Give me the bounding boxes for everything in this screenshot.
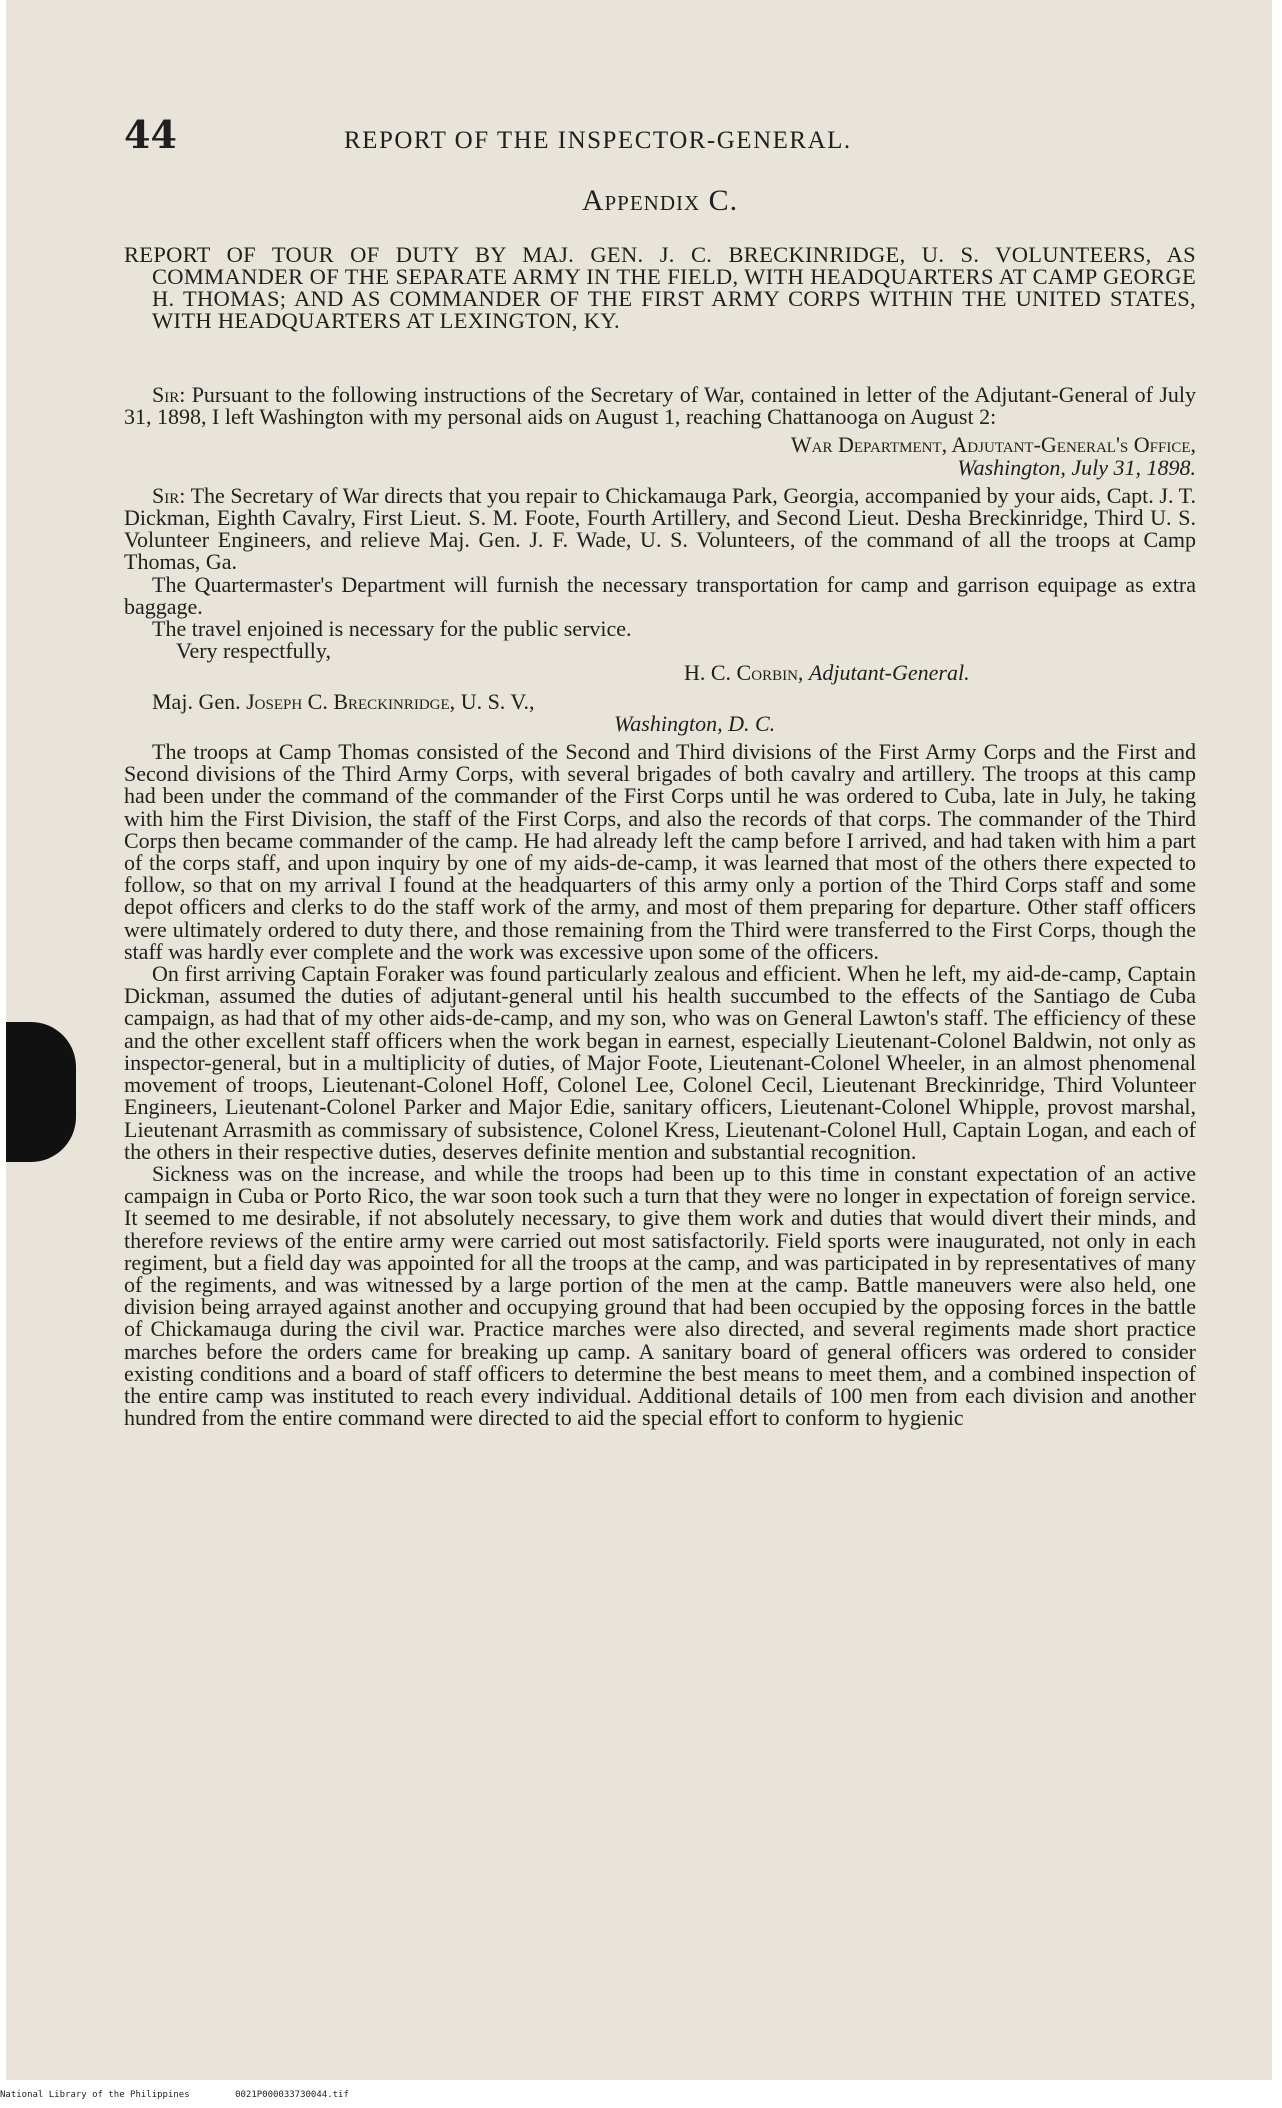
body-paragraph-3: Sickness was on the increase, and while the troops had been up to this time in constant expectation of an active campaign in Cuba or Porto Rico, the war soon took such a turn that they were no longer in expectation of foreign service. It seemed to me desirable, if not absolutely necessary, to give them work and duties that would divert their minds, and therefore reviews of the entire army were carried out most satisfactorily. Field sports were inaugurated, not only in each regiment, but a field day was appointed for all the troops at the camp, and was participated in by representatives of many of the regiments, and was witnessed by a large portion of the men at the camp. Battle maneuvers were also held, one division being arrayed against another and occupying ground that had been occupied by the opposing forces in the battle of Chickamauga during the civil war. Practice marches were also directed, and several regiments made short practice marches before the orders came for breaking up camp. A sanitary board of general officers was ordered to consider existing conditions and a board of staff officers to determine the best means to meet them, and a combined inspection of the entire camp was instituted to reach every individual. Additional details of 100 men from each division and another hundred from the entire command were directed to aid the special effort to conform to hygienic [124,1160,1196,1431]
document-page [6,0,1272,2080]
body-paragraph-2: On first arriving Captain Foraker was found particularly zealous and efficient. When he left, my aid-de-camp, Captain Dickman, assumed the duties of adjutant-general until his health succumbed to the effects of the Santiago de Cuba campaign, as had that of my other aids-de-camp, and my son, who was on General Lawton's staff. The efficiency of these and the other excellent staff officers when the work began in earnest, especially Lieutenant-Colonel Baldwin, not only as inspector-general, but in a multiplicity of duties, of Major Foote, Lieutenant-Colonel Wheeler, in an almost phenomenal movement of troops, Lieutenant-Colonel Hoff, Colonel Lee, Colonel Cecil, Lieutenant Breckinridge, Third Volunteer Engineers, Lieutenant-Colonel Parker and Major Edie, sanitary officers, Lieutenant-Colonel Whipple, provost marshal, Lieutenant Arrasmith as commissary of subsistence, Colonel Kress, Lieutenant-Colonel Hull, Captain Logan, and each of the others in their respective duties, deserves definite mention and substantial recognition. [124,961,1196,1164]
report-title-text: REPORT OF TOUR OF DUTY BY MAJ. GEN. J. C. BRECKINRIDGE, U. S. VOLUNTEERS, AS COMMANDER OF THE SEPARATE ARMY IN THE FIELD, WITH HEADQUARTERS AT CAMP GEORGE H. THOMAS; AND AS COMMANDER OF THE FIRST ARMY CORPS WITHIN THE UNITED STATES, WITH HEADQUARTERS AT LEXINGTON, KY. [124,242,1196,333]
body-paragraph-1: The troops at Camp Thomas consisted of the Second and Third divisions of the First Army Corps and the First and Second divisions of the Third Army Corps, with several brigades of both cavalry and artillery. The troops at this camp had been under the command of the commander of the First Corps until he was ordered to Cuba, late in July, he taking with him the First Division, the staff of the First Corps, and also the records of that corps. The commander of the Third Corps then became commander of the camp. He had already left the camp before I arrived, and had taken with him a part of the corps staff, and upon inquiry by one of my aids-de-camp, it was learned that most of the others there expected to follow, so that on my arrival I found at the headquarters of this army only a portion of the Third Corps staff and some depot officers and clerks to do the staff work of the army, and most of them preparing for departure. Other staff officers were ultimately ordered to duty there, and those remaining from the Third were transferred to the First Corps, though the staff was hardly ever complete and the work was excessive upon some of the officers. [124,739,1196,964]
letter-salutation: Sir: [152,482,186,508]
binding-tab [6,1022,76,1162]
appendix-heading: Appendix C. [581,184,739,217]
signer-title: Adjutant-General. [808,660,970,686]
letter-office: War Department, Adjutant-General's Office, [790,432,1196,458]
addressee-prefix: Maj. Gen. [152,688,241,714]
footer-library: National Library of the Philippines [0,2090,190,2100]
letter-addressee [124,688,1196,714]
letter-signature [124,662,1196,684]
intro-paragraph [124,384,1196,428]
letter-closing: Very respectfully, [176,638,331,664]
report-title [124,244,1196,332]
page-number: 44 [124,112,177,157]
intro-text: Pursuant to the following instructions of the Secretary of War, contained in letter of the Adjutant-General of July 31, 1898, I left Washington with my personal aids on August 1, reaching Chattanooga on August 2: [124,382,1197,430]
letter-paragraph-2: The Quartermaster's Department will furnish the necessary transportation for camp and garrison equipage as extra baggage. [124,571,1196,619]
letter-dateline: Washington, July 31, 1898. [957,454,1196,480]
body-text [124,384,1196,1429]
running-head [124,112,1196,156]
footer-file-id: 0021P000033730044.tif [235,2090,349,2100]
letter-para1-text: The Secretary of War directs that you repair to Chickamauga Park, Georgia, accompanied by your aids, Capt. J. T. Dickman, Eighth Cavalry, First Lieut. S. M. Foote, Fourth Artillery, and Second Lieut. Desha Breckinridge, Third U. S. Volunteer Engineers, and relieve Maj. Gen. J. F. Wade, U. S. Volunteers, of the command of all the troops at Camp Thomas, Ga. [124,482,1196,575]
intro-salutation: Sir: [152,382,186,407]
signer-name: H. C. Corbin, [684,660,804,686]
scan-footer [0,2090,1282,2100]
letter-paragraph-3: The travel enjoined is necessary for the public service. [152,616,632,642]
addressee-name: Joseph C. Breckinridge, [246,688,456,714]
addressee-location: Washington, D. C. [614,710,776,736]
running-title: REPORT OF THE INSPECTOR-GENERAL. [344,127,852,154]
addressee-suffix: U. S. V., [460,688,535,714]
letter-paragraph-1 [124,482,1196,575]
